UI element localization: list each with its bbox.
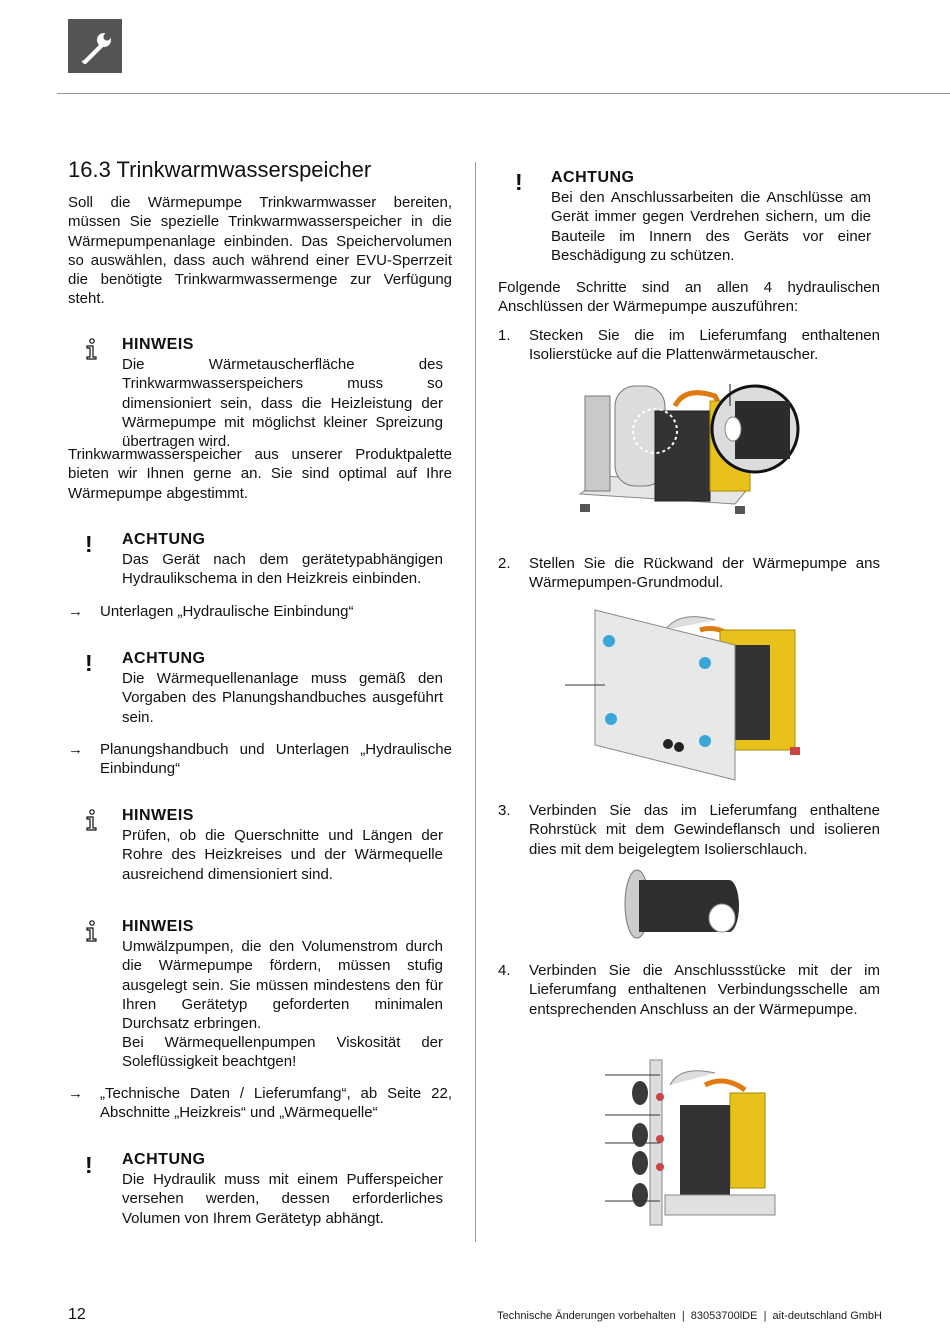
- hinweis-title: HINWEIS: [122, 807, 194, 824]
- step-text: Stellen Sie die Rückwand der Wärmepumpe ans Wärmepumpen-Grundmodul.: [529, 555, 880, 592]
- hinweis-title: HINWEIS: [122, 336, 194, 353]
- arrow-right-icon: →: [68, 741, 83, 758]
- arrow-right-icon: →: [68, 1085, 83, 1102]
- insulated-pipe-figure: [617, 866, 762, 946]
- section-title: 16.3 Trinkwarmwasserspeicher: [68, 157, 372, 182]
- achtung-body: Die Hydraulik muss mit einem Pufferspeicher versehen werden, dessen erforderliches Volumen von Ihrem Gerätetyp abhängt.: [122, 1171, 443, 1227]
- info-icon: [84, 338, 98, 360]
- header-rule: [57, 93, 950, 94]
- achtung-title: ACHTUNG: [122, 531, 206, 548]
- hinweis-body: Umwälzpumpen, die den Volumenstrom durch die Wärmepumpe fördern, müssen stufig ausgelegt sein. Sie müssen mindestens den für Ihren Gerätetyp geforderten minimalen Durchsatz erbringen.: [122, 938, 443, 1033]
- footer-text: Technische Änderungen vorbehalten | 83053700lDE | ait-deutschland GmbH: [497, 1310, 882, 1322]
- exclamation-icon: !: [85, 650, 93, 676]
- paragraph: Folgende Schritte sind an allen 4 hydraulischen Anschlüssen der Wärmepumpe auszuführen:: [498, 279, 880, 316]
- hinweis-body: Prüfen, ob die Querschnitte und Längen der Rohre des Heizkreises und der Wärmequelle ausreichend dimensioniert sind.: [122, 827, 443, 883]
- step-number: 2.: [498, 555, 511, 572]
- hinweis-body: Die Wärmetauscherfläche des Trinkwarmwasserspeichers muss so dimensioniert sein, dass die Heizleistung der Wärmepumpe mit möglichst kleiner Spreizung übertragen wird.: [122, 356, 443, 451]
- achtung-title: ACHTUNG: [122, 650, 206, 667]
- hinweis-title: HINWEIS: [122, 918, 194, 935]
- achtung-body: Die Wärmequellenanlage muss gemäß den Vorgaben des Planungshandbuches ausgeführt sein.: [122, 670, 443, 726]
- achtung-body: Bei den Anschlussarbeiten die Anschlüsse am Gerät immer gegen Verdrehen sichern, um die Bauteile im Innern des Geräts vor einer Beschädigung zu schützen.: [551, 189, 871, 264]
- exclamation-icon: !: [85, 531, 93, 557]
- page-number: 12: [68, 1306, 86, 1323]
- heatpump-insulation-figure: [575, 376, 805, 526]
- intro-paragraph: Soll die Wärmepumpe Trinkwarmwasser bereiten, müssen Sie spezielle Trinkwarmwasserspeicher in die Wärmepumpenanlage einbinden. Das Speichervolumen so auswählen, dass auch während einer EVU-Sperrzeit die benötigte Trinkwarmwassermenge zur Verfügung steht.: [68, 194, 452, 308]
- step-number: 3.: [498, 802, 511, 819]
- info-icon: [84, 920, 98, 942]
- section-logo: [68, 19, 122, 73]
- achtung-title: ACHTUNG: [122, 1151, 206, 1168]
- hinweis-body-extra: Bei Wärmequellenpumpen Viskosität der Soleflüssigkeit beachtgen!: [122, 1034, 443, 1071]
- step-text: Stecken Sie die im Lieferumfang enthaltenen Isolierstücke auf die Plattenwärmetauscher.: [529, 327, 880, 364]
- info-icon: [84, 809, 98, 831]
- exclamation-icon: !: [515, 169, 523, 195]
- achtung-body: Das Gerät nach dem gerätetypabhängigen Hydraulikschema in den Heizkreis einbinden.: [122, 551, 443, 588]
- reference-text: Planungshandbuch und Unterlagen „Hydraulische Einbindung“: [100, 741, 452, 778]
- achtung-title: ACHTUNG: [551, 169, 635, 186]
- step-number: 1.: [498, 327, 511, 344]
- rear-panel-figure: [565, 605, 810, 785]
- column-divider: [475, 162, 476, 1242]
- reference-text: Unterlagen „Hydraulische Einbindung“: [100, 603, 354, 620]
- reference-text: „Technische Daten / Lieferumfang“, ab Seite 22, Abschnitte „Heizkreis“ und „Wärmequelle“: [100, 1085, 452, 1122]
- step-text: Verbinden Sie die Anschlussstücke mit der im Lieferumfang enthaltenen Verbindungsschelle am entsprechenden Anschluss an der Wärmepumpe.: [529, 962, 880, 1018]
- arrow-right-icon: →: [68, 603, 83, 620]
- step-number: 4.: [498, 962, 511, 979]
- wrench-icon: [68, 19, 122, 73]
- paragraph: Trinkwarmwasserspeicher aus unserer Produktpalette bieten wir Ihnen gerne an. Sie sind optimal auf Ihre Wärmepumpe abgestimmt.: [68, 446, 452, 502]
- connections-figure: [605, 1055, 780, 1230]
- step-text: Verbinden Sie das im Lieferumfang enthaltene Rohrstück mit dem Gewindeflansch und isolieren dies mit dem beigelegtem Isolierschlauch.: [529, 802, 880, 858]
- exclamation-icon: !: [85, 1152, 93, 1178]
